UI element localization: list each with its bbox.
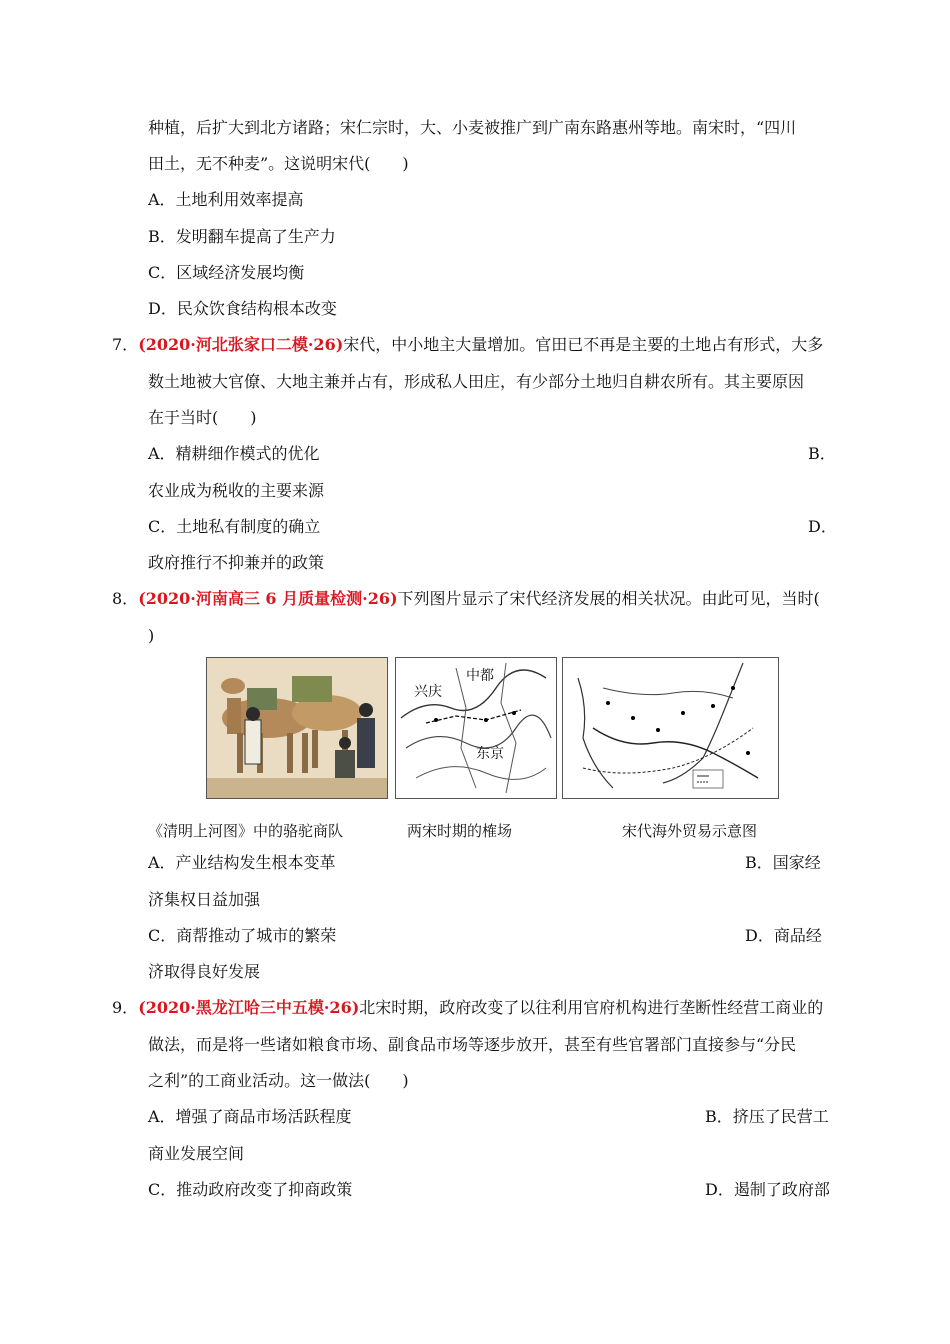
q8-option-b-text: 济集权日益加强	[148, 890, 261, 909]
q9-option-d: D．遏制了政府部	[705, 1180, 830, 1199]
q9-stem-text: 北宋时期，政府改变了以往利用官府机构进行垄断性经营工商业的	[359, 998, 824, 1017]
q6-option-b: B．发明翻车提高了生产力	[148, 227, 336, 246]
q9-stem-line: 做法，而是将一些诸如粮食市场、副食品市场等逐步放开，甚至有些官署部门直接参与“分民	[148, 1035, 797, 1054]
q8-option-d-text: 济取得良好发展	[148, 962, 261, 981]
q9-option-b: B．挤压了民营工	[705, 1107, 829, 1126]
figure-caption: 两宋时期的榷场	[407, 822, 513, 840]
question-source: (2020·河北张家口二模·26)	[138, 335, 344, 354]
q8-option-d: D．商品经	[745, 926, 822, 945]
q8-stem-line: )	[148, 626, 155, 645]
q6-stem-line: 种植，后扩大到北方诸路；宋仁宗时，大、小麦被推广到广南东路惠州等地。南宋时，“四川	[148, 118, 797, 137]
maritime-trade-map	[562, 657, 779, 799]
q9-stem-line: 之利”的工商业活动。这一做法( )	[148, 1071, 409, 1090]
question-number: 8．	[112, 589, 139, 608]
question-number: 9．	[112, 998, 139, 1017]
q7-stem-line: 在于当时( )	[148, 408, 257, 427]
q7-option-c: C．土地私有制度的确立	[148, 517, 321, 536]
trade-market-map	[395, 657, 557, 799]
figure-caption: 宋代海外贸易示意图	[622, 822, 758, 840]
q9-stem	[112, 998, 823, 1018]
question-number: 7．	[112, 335, 139, 354]
q7-option-a: A．精耕细作模式的优化	[148, 444, 320, 463]
map-label-zhongdu: 中都	[466, 668, 494, 684]
q7-option-d: D．	[808, 517, 837, 536]
q7-stem	[112, 335, 823, 355]
q9-option-a: A．增强了商品市场活跃程度	[148, 1107, 352, 1126]
q6-option-c: C．区域经济发展均衡	[148, 263, 305, 282]
q7-option-b: B．	[808, 444, 836, 463]
q8-option-c: C．商帮推动了城市的繁荣	[148, 926, 337, 945]
q8-option-a: A．产业结构发生根本变革	[148, 853, 336, 872]
q8-stem	[112, 589, 820, 609]
q9-option-b-text: 商业发展空间	[148, 1144, 245, 1163]
q6-option-a: A．土地利用效率提高	[148, 190, 304, 209]
q6-stem-line: 田土，无不种麦”。这说明宋代( )	[148, 154, 409, 173]
q6-option-d: D．民众饮食结构根本改变	[148, 299, 337, 318]
q9-option-c: C．推动政府改变了抑商政策	[148, 1180, 353, 1199]
q8-stem-text: 下列图片显示了宋代经济发展的相关状况。由此可见，当时(	[397, 589, 820, 608]
figure-caption: 《清明上河图》中的骆驼商队	[148, 822, 344, 840]
question-source: (2020·河南高三 6 月质量检测·26)	[138, 589, 398, 608]
map-label-dongjing: 东京	[476, 746, 504, 762]
q7-option-d-text: 政府推行不抑兼并的政策	[148, 553, 325, 572]
q7-option-b-text: 农业成为税收的主要来源	[148, 481, 325, 500]
camel-caravan-painting	[206, 657, 388, 799]
question-source: (2020·黑龙江哈三中五模·26)	[138, 998, 360, 1017]
q7-stem-text: 宋代，中小地主大量增加。官田已不再是主要的土地占有形式，大多	[343, 335, 824, 354]
map-label-xingqing: 兴庆	[414, 684, 442, 700]
q7-stem-line: 数土地被大官僚、大地主兼并占有，形成私人田庄，有少部分土地归自耕农所有。其主要原因	[148, 372, 805, 391]
q8-option-b: B．国家经	[745, 853, 821, 872]
